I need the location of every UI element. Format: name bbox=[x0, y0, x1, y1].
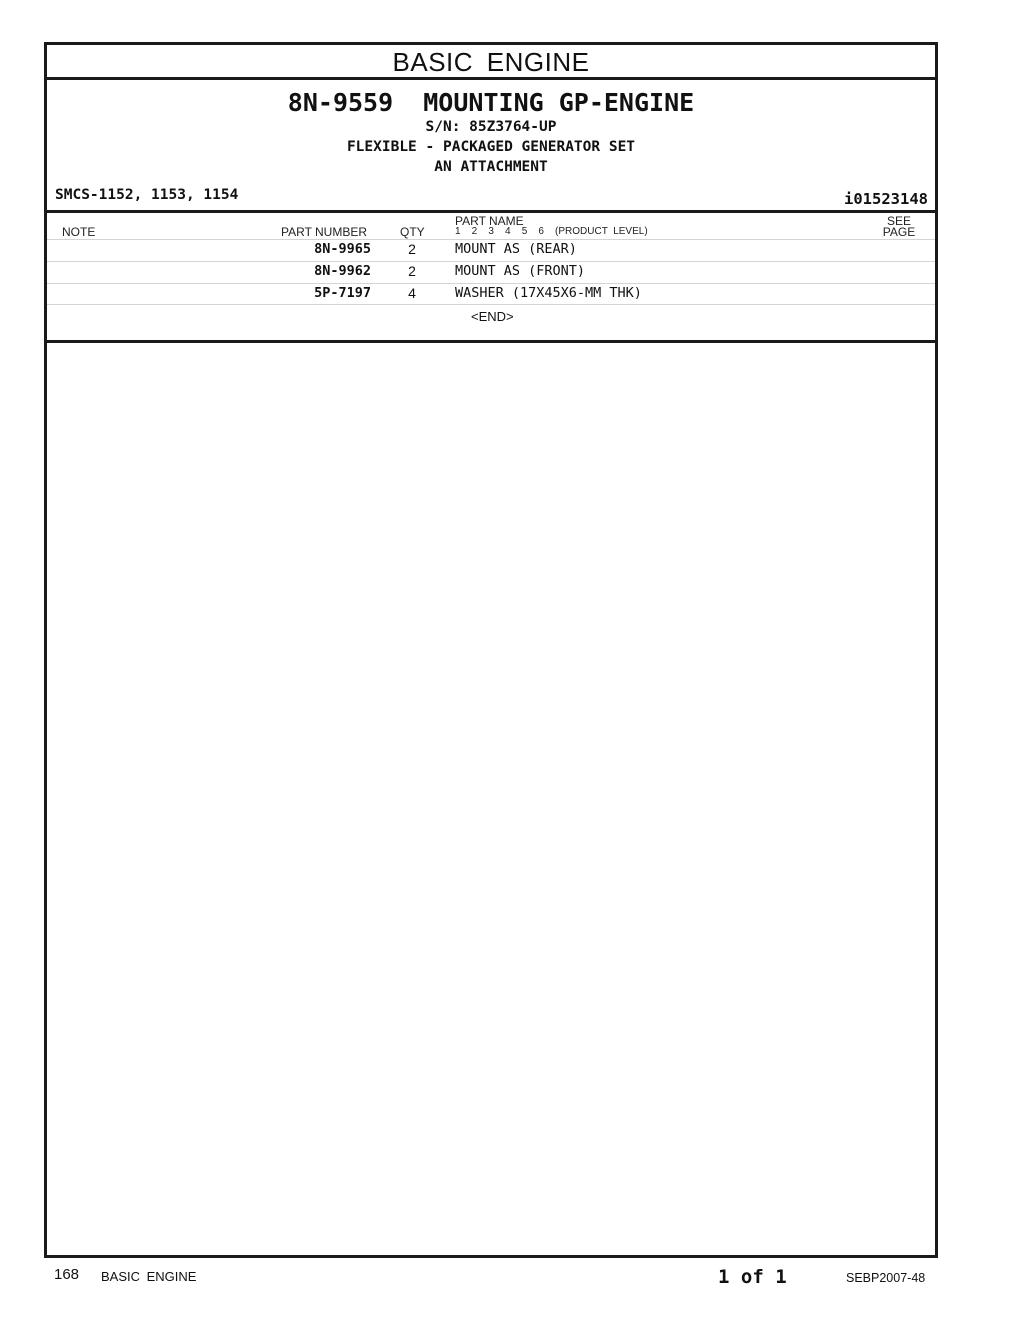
illustration-id: i01523148 bbox=[844, 190, 928, 208]
part-number[interactable]: 5P-7197 bbox=[314, 285, 371, 301]
footer-section: BASIC ENGINE bbox=[101, 1269, 197, 1284]
group-description-line: FLEXIBLE - PACKAGED GENERATOR SET bbox=[346, 139, 636, 155]
end-marker: <END> bbox=[471, 309, 514, 324]
group-title: 8N-9559 MOUNTING GP-ENGINE bbox=[287, 88, 695, 117]
table-row bbox=[47, 261, 935, 282]
part-name: MOUNT AS (FRONT) bbox=[455, 263, 586, 279]
row-divider bbox=[47, 304, 935, 305]
page-frame bbox=[44, 42, 938, 1258]
column-header-page: PAGE bbox=[882, 225, 916, 239]
column-header-product-level: 1 2 3 4 5 6 (PRODUCT LEVEL) bbox=[455, 226, 648, 237]
part-number[interactable]: 8N-9962 bbox=[314, 263, 371, 279]
column-header-note: NOTE bbox=[62, 225, 96, 239]
content-divider bbox=[47, 340, 935, 343]
footer-page-number: 168 bbox=[54, 1266, 80, 1283]
group-description-line: AN ATTACHMENT bbox=[434, 159, 548, 175]
column-header-part-number: PART NUMBER bbox=[281, 225, 368, 239]
section-title: BASIC ENGINE bbox=[47, 45, 935, 80]
smcs-codes: SMCS-1152, 1153, 1154 bbox=[55, 187, 239, 203]
footer-document-number: SEBP2007-48 bbox=[846, 1271, 926, 1285]
part-name: WASHER (17X45X6-MM THK) bbox=[455, 285, 642, 301]
part-qty: 2 bbox=[408, 241, 416, 257]
serial-range: S/N: 85Z3764-UP bbox=[425, 119, 557, 135]
column-header-qty: QTY bbox=[400, 225, 425, 239]
table-row bbox=[47, 283, 935, 304]
footer-page-count: 1 of 1 bbox=[718, 1266, 787, 1288]
header-divider bbox=[47, 210, 935, 213]
table-row bbox=[47, 239, 935, 260]
part-number[interactable]: 8N-9965 bbox=[314, 241, 371, 257]
part-qty: 4 bbox=[408, 285, 416, 301]
part-qty: 2 bbox=[408, 263, 416, 279]
column-header-part-name: PART NAME bbox=[455, 214, 524, 228]
part-name: MOUNT AS (REAR) bbox=[455, 241, 577, 257]
column-header-see: SEE bbox=[886, 214, 911, 228]
